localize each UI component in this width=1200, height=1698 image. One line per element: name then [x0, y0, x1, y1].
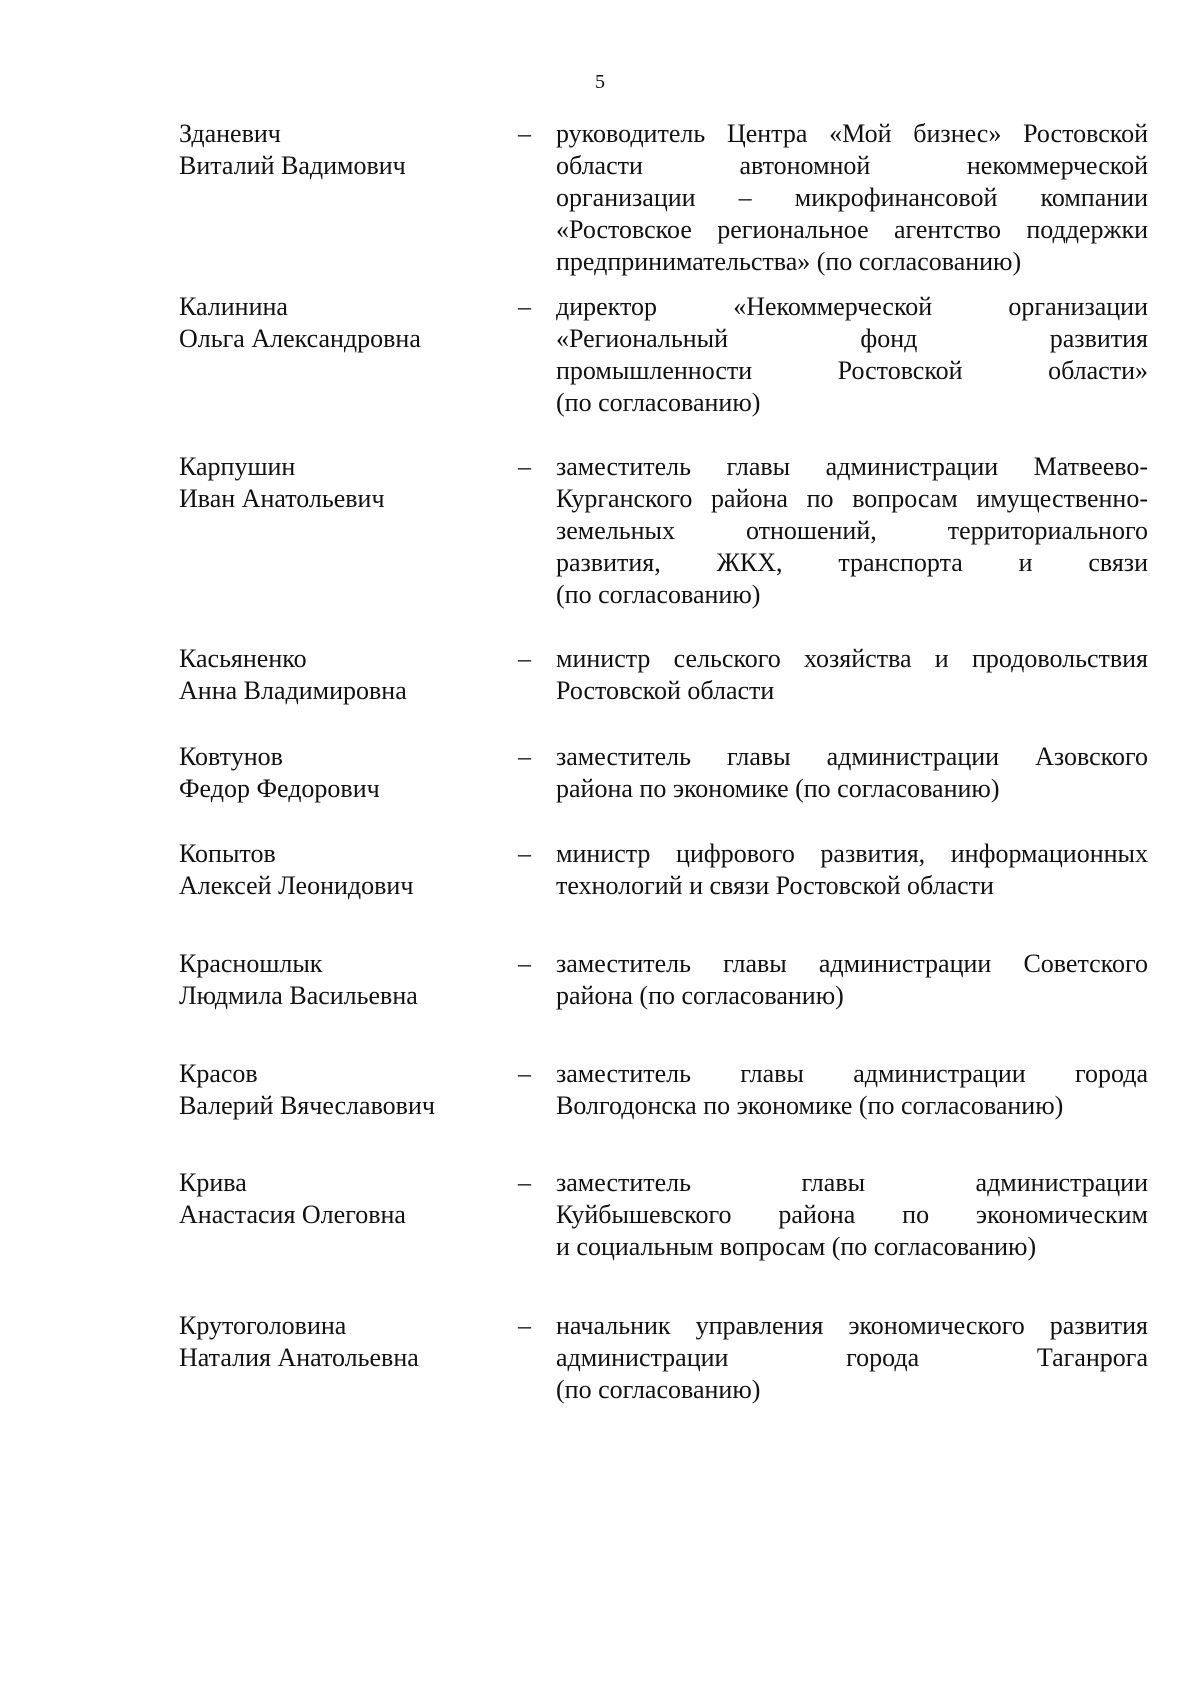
member-surname: Калинина — [179, 292, 288, 321]
member-name — [179, 118, 499, 182]
position-line: Куйбышевского района по экономическим — [556, 1200, 1148, 1229]
member-given-names: Федор Федорович — [179, 774, 380, 803]
position-line: Ростовской области — [556, 676, 775, 705]
position-line: технологий и связи Ростовской области — [556, 871, 994, 900]
dash-separator: – — [518, 119, 531, 148]
position-line: заместитель главы администрации города — [556, 1059, 1148, 1088]
member-position — [556, 1310, 1148, 1406]
dash-separator: – — [518, 1311, 531, 1340]
member-surname: Карпушин — [179, 452, 296, 481]
member-position — [556, 741, 1148, 805]
position-line: администрации города Таганрога — [556, 1343, 1148, 1372]
member-given-names: Людмила Васильевна — [179, 981, 418, 1010]
position-line: директор «Некоммерческой организации — [556, 292, 1148, 321]
position-line: начальник управления экономического развития — [556, 1311, 1148, 1340]
dash-separator: – — [518, 742, 531, 771]
dash-separator: – — [518, 292, 531, 321]
position-line: района (по согласованию) — [556, 981, 844, 1010]
member-position — [556, 838, 1148, 902]
member-surname: Красношлык — [179, 949, 323, 978]
position-line: (по согласованию) — [556, 1375, 761, 1404]
member-position — [556, 291, 1148, 419]
dash-separator: – — [518, 644, 531, 673]
position-line: развития, ЖКХ, транспорта и связи — [556, 548, 1148, 577]
member-surname: Ковтунов — [179, 742, 283, 771]
member-name — [179, 948, 499, 1012]
dash-separator: – — [518, 452, 531, 481]
member-surname: Касьяненко — [179, 644, 307, 673]
member-given-names: Анна Владимировна — [179, 676, 407, 705]
member-surname: Зданевич — [179, 119, 281, 148]
position-line: заместитель главы администрации Советского — [556, 949, 1148, 978]
member-given-names: Валерий Вячеславович — [179, 1091, 435, 1120]
position-line: «Региональный фонд развития — [556, 324, 1148, 353]
member-given-names: Виталий Вадимович — [179, 151, 406, 180]
member-position — [556, 1058, 1148, 1122]
position-line: и социальным вопросам (по согласованию) — [556, 1232, 1037, 1261]
member-position — [556, 451, 1148, 611]
position-line: министр цифрового развития, информационных — [556, 839, 1148, 868]
position-line: предпринимательства» (по согласованию) — [556, 247, 1022, 276]
member-position — [556, 643, 1148, 707]
member-given-names: Иван Анатольевич — [179, 484, 385, 513]
position-line: заместитель главы администрации — [556, 1168, 1148, 1197]
position-line: организации – микрофинансовой компании — [556, 183, 1148, 212]
member-position — [556, 1167, 1148, 1263]
member-surname: Крива — [179, 1168, 247, 1197]
member-name — [179, 1167, 499, 1231]
position-line: заместитель главы администрации Азовского — [556, 742, 1148, 771]
member-given-names: Анастасия Олеговна — [179, 1200, 406, 1229]
member-position — [556, 118, 1148, 278]
member-surname: Копытов — [179, 839, 276, 868]
member-given-names: Ольга Александровна — [179, 324, 421, 353]
member-surname: Крутоголовина — [179, 1311, 347, 1340]
member-position — [556, 948, 1148, 1012]
position-line: земельных отношений, территориального — [556, 516, 1148, 545]
position-line: «Ростовское региональное агентство поддержки — [556, 215, 1148, 244]
member-name — [179, 451, 499, 515]
member-name — [179, 643, 499, 707]
dash-separator: – — [518, 949, 531, 978]
member-given-names: Алексей Леонидович — [179, 871, 414, 900]
member-name — [179, 1310, 499, 1374]
position-line: (по согласованию) — [556, 388, 761, 417]
page-number: 5 — [595, 71, 605, 93]
dash-separator: – — [518, 1168, 531, 1197]
dash-separator: – — [518, 1059, 531, 1088]
position-line: руководитель Центра «Мой бизнес» Ростовской — [556, 119, 1148, 148]
member-name — [179, 1058, 499, 1122]
dash-separator: – — [518, 839, 531, 868]
position-line: Курганского района по вопросам имущественно- — [556, 484, 1148, 513]
member-surname: Красов — [179, 1059, 258, 1088]
position-line: района по экономике (по согласованию) — [556, 774, 1000, 803]
member-name — [179, 741, 499, 805]
position-line: министр сельского хозяйства и продовольствия — [556, 644, 1148, 673]
member-name — [179, 838, 499, 902]
position-line: (по согласованию) — [556, 580, 761, 609]
position-line: промышленности Ростовской области» — [556, 356, 1148, 385]
position-line: заместитель главы администрации Матвеево- — [556, 452, 1148, 481]
member-name — [179, 291, 499, 355]
member-given-names: Наталия Анатольевна — [179, 1343, 419, 1372]
position-line: области автономной некоммерческой — [556, 151, 1148, 180]
position-line: Волгодонска по экономике (по согласованию) — [556, 1091, 1064, 1120]
